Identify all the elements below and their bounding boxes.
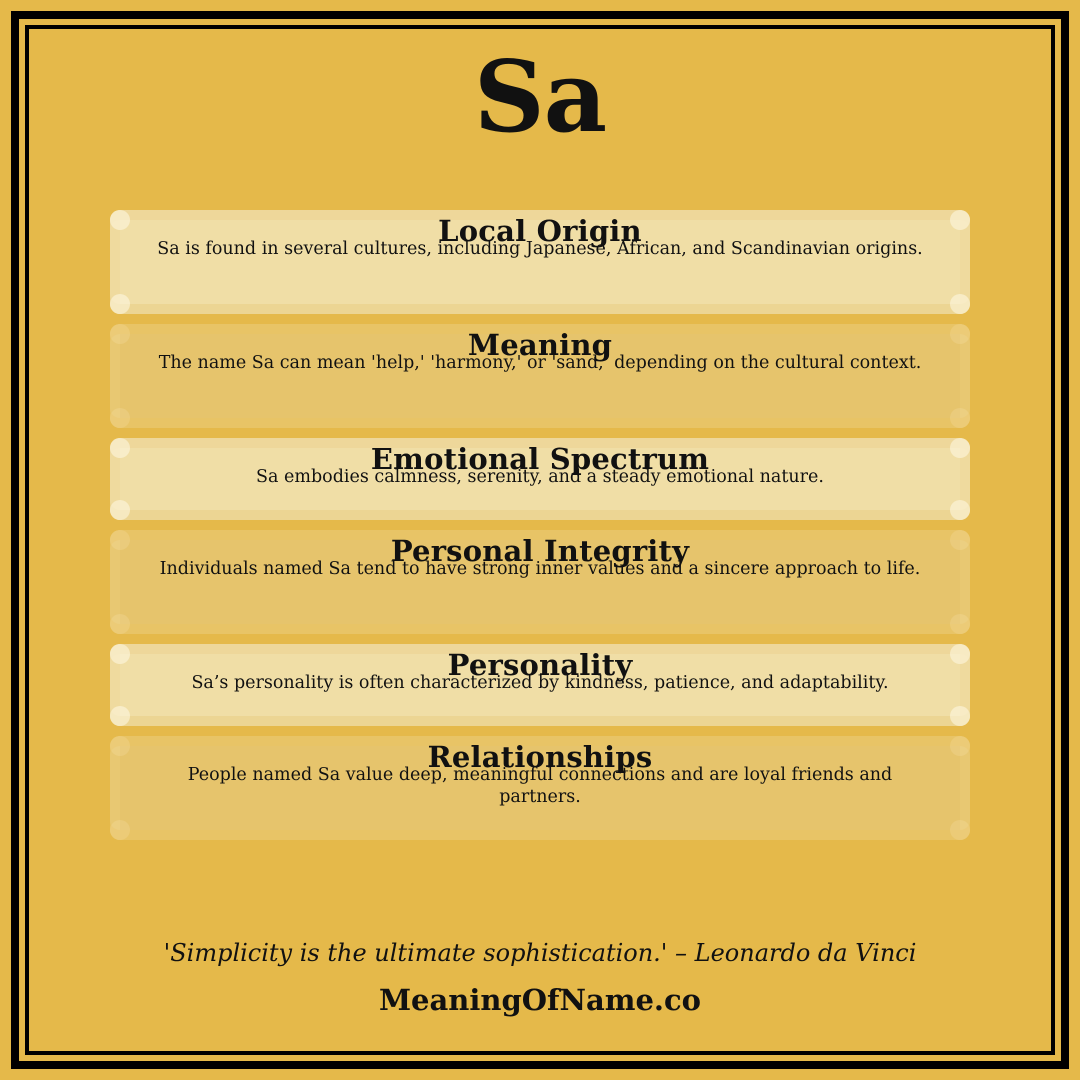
card-body: Sa’s personality is often characterized by kindness, patience, and adaptability. bbox=[191, 673, 889, 693]
brand-name: MeaningOfName.co bbox=[378, 983, 702, 1017]
card-body: The name Sa can mean 'help,' 'harmony,' or 'sand,' depending on the cultural context. bbox=[158, 353, 922, 373]
corner-knob-icon bbox=[110, 408, 130, 428]
card-heading: Emotional Spectrum bbox=[370, 442, 710, 476]
corner-knob-icon bbox=[110, 706, 130, 726]
card-heading: Relationships bbox=[427, 740, 653, 774]
corner-knob-icon bbox=[110, 614, 130, 634]
card-personality bbox=[110, 644, 970, 726]
card-body: Sa is found in several cultures, including Japanese, African, and Scandinavian origins. bbox=[157, 239, 923, 259]
corner-knob-icon bbox=[950, 614, 970, 634]
corner-knob-icon bbox=[110, 500, 130, 520]
corner-knob-icon bbox=[950, 820, 970, 840]
card-relationships bbox=[110, 736, 970, 840]
corner-knob-icon bbox=[950, 408, 970, 428]
corner-knob-icon bbox=[950, 500, 970, 520]
card-emotional-spectrum bbox=[110, 438, 970, 520]
card-body: People named Sa value deep, meaningful connections and are loyal friends and partners. bbox=[187, 765, 893, 807]
corner-knob-icon bbox=[950, 294, 970, 314]
card-local-origin bbox=[110, 210, 970, 314]
card-meaning bbox=[110, 324, 970, 428]
quote: 'Simplicity is the ultimate sophistication.' – Leonardo da Vinci bbox=[163, 939, 917, 967]
card-body: Sa embodies calmness, serenity, and a steady emotional nature. bbox=[256, 467, 824, 487]
corner-knob-icon bbox=[110, 294, 130, 314]
card-heading: Personal Integrity bbox=[390, 534, 690, 568]
corner-knob-icon bbox=[110, 820, 130, 840]
card-heading: Meaning bbox=[467, 328, 613, 362]
card-personal-integrity bbox=[110, 530, 970, 634]
page-title: Sa bbox=[473, 40, 607, 155]
card-heading: Local Origin bbox=[438, 214, 642, 248]
card-heading: Personality bbox=[447, 648, 633, 682]
corner-knob-icon bbox=[950, 706, 970, 726]
card-body: Individuals named Sa tend to have strong inner values and a sincere approach to life. bbox=[159, 559, 921, 579]
